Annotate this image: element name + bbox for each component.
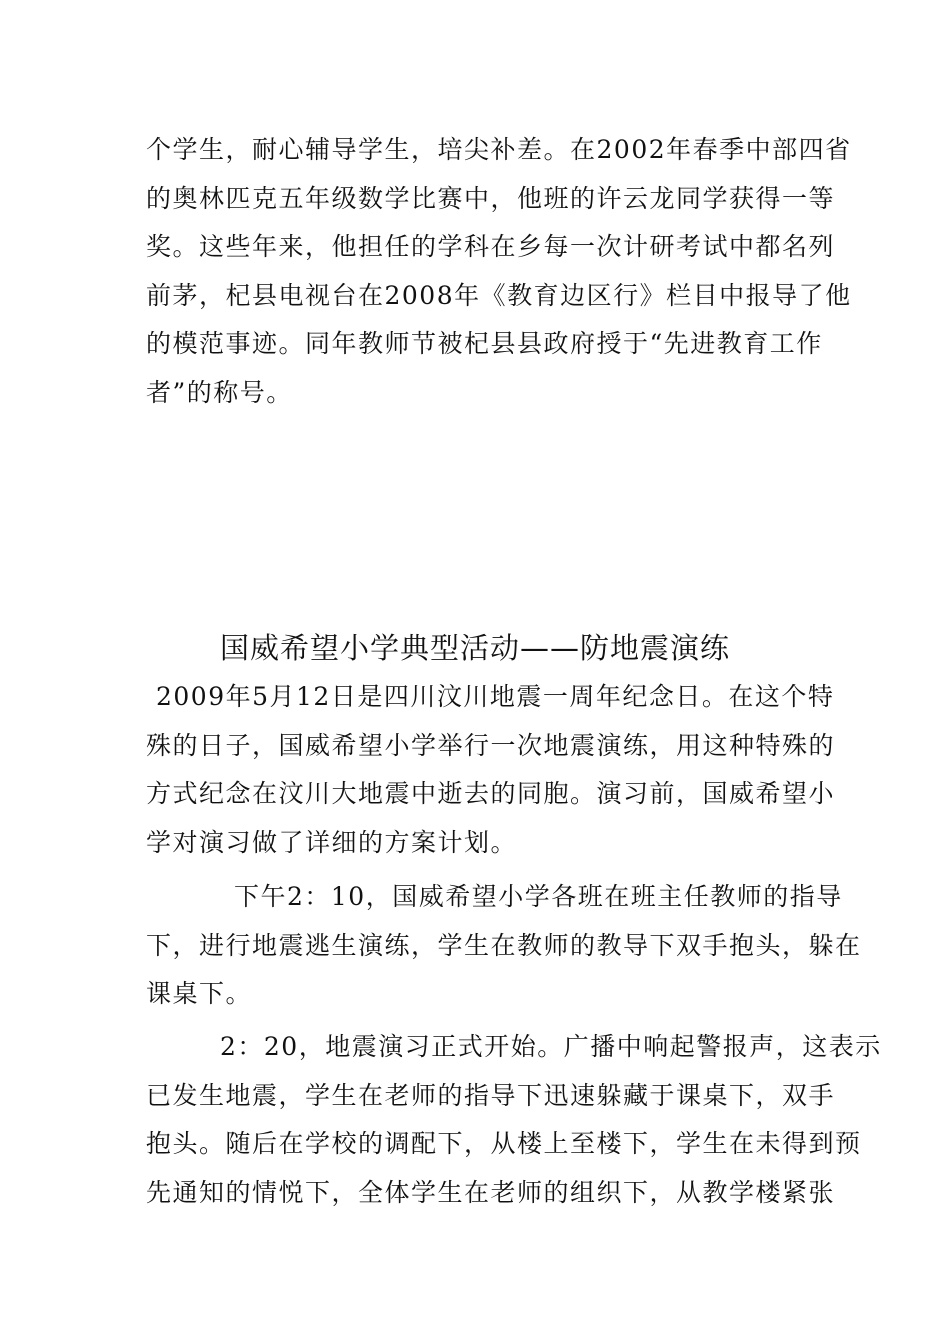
text-line: 课桌下。 bbox=[146, 979, 253, 1008]
paragraph-teacher-achievements bbox=[146, 126, 852, 417]
text-line: 抱头。随后在学校的调配下，从楼上至楼下，学生在未得到预 bbox=[146, 1129, 862, 1158]
text-line: 方式纪念在汶川大地震中逝去的同胞。演习前，国威希望小 bbox=[146, 779, 836, 808]
text-line: 已发生地震，学生在老师的指导下迅速躲藏于课桌下，双手 bbox=[146, 1080, 836, 1110]
text-line: 学对演习做了详细的方案计划。 bbox=[146, 827, 518, 857]
text-line: 下午2：10，国威希望小学各班在班主任教师的指导 bbox=[234, 882, 843, 911]
text-line: 2：20，地震演习正式开始。广播中响起警报声，这表示 bbox=[220, 1032, 882, 1061]
text-line: 2009年5月12日是四川汶川地震一周年纪念日。在这个特 bbox=[156, 682, 835, 711]
paragraph-drill-preparation bbox=[146, 873, 862, 1019]
text-line: 个学生，耐心辅导学生，培尖补差。在2002年春季中部四省 bbox=[146, 135, 852, 164]
text-line: 殊的日子，国威希望小学举行一次地震演练，用这种特殊的 bbox=[146, 730, 836, 760]
text-line: 下，进行地震逃生演练，学生在教师的教导下双手抱头，躲在 bbox=[146, 930, 862, 960]
text-line: 前茅，杞县电视台在2008年《教育边区行》栏目中报导了他 bbox=[146, 280, 852, 310]
text-line: 奖。这些年来，他担任的学科在乡每一次计研考试中都名列 bbox=[146, 232, 836, 261]
text-line: 的模范事迹。同年教师节被杞县县政府授于“先进教育工作 bbox=[146, 329, 823, 358]
section-title: 国威希望小学典型活动——防地震演练 bbox=[219, 631, 730, 665]
text-line: 者”的称号。 bbox=[146, 377, 293, 407]
text-line: 的奥林匹克五年级数学比赛中，他班的许云龙同学获得一等 bbox=[146, 183, 836, 213]
paragraph-drill-start bbox=[146, 1023, 882, 1217]
paragraph-drill-intro bbox=[146, 673, 836, 867]
text-line: 先通知的情悦下，全体学生在老师的组织下，从教学楼紧张 bbox=[146, 1177, 836, 1207]
